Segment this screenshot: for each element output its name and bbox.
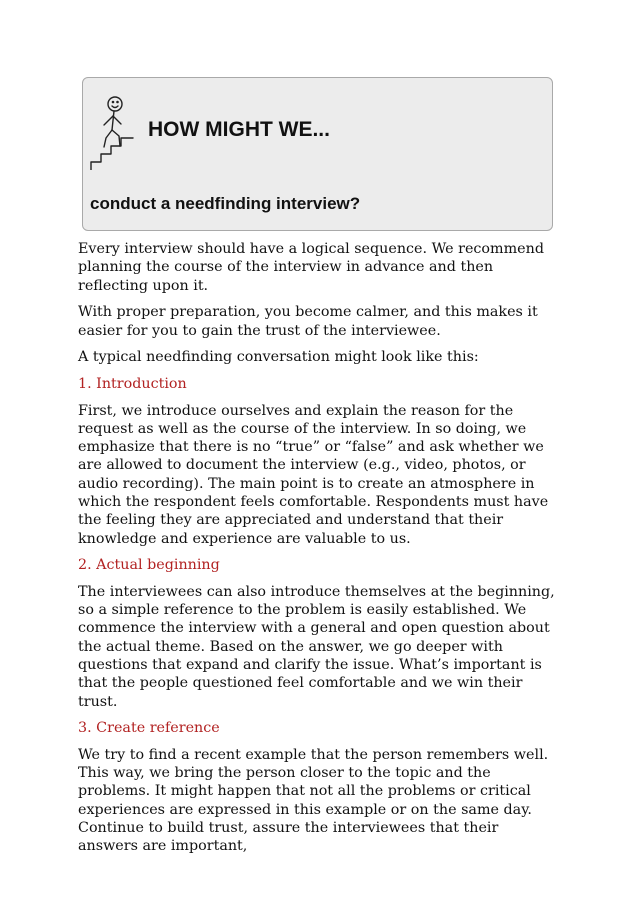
section-heading-introduction: 1. Introduction (78, 376, 187, 393)
section-body-introduction: First, we introduce ourselves and explain the reason for the request as well as the course of the interview. In so doing, we emphasize that there is no “true” or “false” and ask whether we are allowed to document the interview (e.g., video, photos, or audio recording). The main point is to create an atmosphere in which the respondent feels comfortable. Respondents must have the feeling they are appreciated and understand that their knowledge and experience are valuable to us. (78, 402, 549, 547)
stick-figure-stairs-icon (89, 92, 139, 170)
callout-subtitle: conduct a needfinding interview? (90, 194, 361, 213)
intro-paragraph-3: A typical needfinding conversation might look like this: (78, 349, 479, 366)
section-body-create-reference: We try to find a recent example that the person remembers well. This way, we bring the person closer to the topic and the problems. It might happen that not all the problems or critical experiences are expressed in this example or on the same day. Continue to build trust, assure the interviewees that their answers are important, (78, 746, 549, 855)
section-heading-create-reference: 3. Create reference (78, 720, 220, 737)
section-heading-actual-beginning: 2. Actual beginning (78, 557, 220, 574)
intro-paragraph-2: With proper preparation, you become calmer, and this makes it easier for you to gain the trust of the interviewee. (78, 304, 538, 339)
how-might-we-callout (82, 77, 553, 231)
callout-title: HOW MIGHT WE... (148, 118, 330, 141)
document-body (78, 240, 562, 864)
intro-paragraph-1: Every interview should have a logical sequence. We recommend planning the course of the interview in advance and then reflecting upon it. (78, 241, 544, 294)
section-body-actual-beginning: The interviewees can also introduce themselves at the beginning, so a simple reference to the problem is easily established. We commence the interview with a general and open question about the actual theme. Based on the answer, we go deeper with questions that expand and clarify the issue. What’s important is that the people questioned feel comfortable and we win their trust. (78, 583, 555, 710)
